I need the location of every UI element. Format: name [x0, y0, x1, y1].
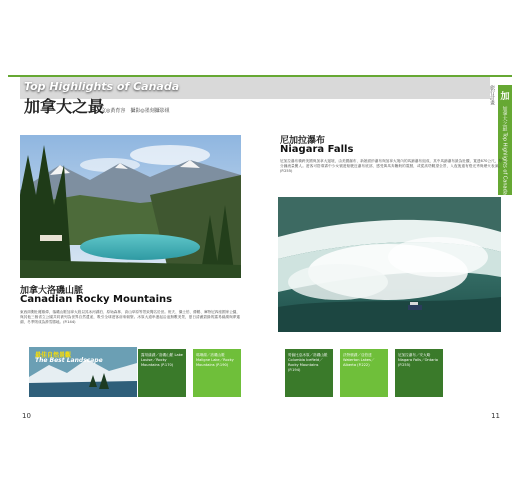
page-number-right: 11: [491, 412, 500, 420]
niagara-caption-zh: 尼加拉瀑布: [280, 136, 326, 146]
landscape-card[interactable]: 沃特頓湖／亞伯達 Waterton Lakes／Alberta (P.222): [340, 349, 388, 397]
landscape-card[interactable]: 尼加拉瀑布／安大略 Niagara Falls／Ontario (P.255): [395, 349, 443, 397]
landscape-card[interactable]: 露易絲湖／洛磯山脈 Lake Louise／Rocky Mountains (P.170): [138, 349, 186, 397]
magazine-spread: [8, 75, 512, 425]
best-title-en: The Best Landscape: [35, 357, 103, 364]
best-title-zh: 最佳自然景觀: [35, 352, 72, 359]
rocky-caption-zh: 加拿大洛磯山脈: [20, 286, 84, 296]
page-title-en: Top Highlights of Canada: [24, 80, 180, 93]
landscape-card[interactable]: 哥倫比亞冰原／洛磯山脈 Columbia Icefield／Rocky Mountains (P.194): [285, 349, 333, 397]
page-title-zh: 加拿大之最: [24, 97, 105, 116]
landscape-card[interactable]: 瑪琳湖／洛磯山脈 Maligne Lake／Rocky Mountains (P.190): [193, 349, 241, 397]
best-landscape-banner[interactable]: [29, 347, 137, 397]
rocky-body-text: 東西兩側壯麗雄偉，落磯山脈加拿大段以其冰河湖泊、原始森林、高山草原等景致聞名於世。班夫、傑士伯、優鶴、庫特尼四座國家公園，與其他三個省立公園共同被列為世界自然遺產，吸引全球遊客前來朝聖。冰原大道串連起沿途無數美景，夏日清澈碧綠的露易絲湖與夢蓮湖，冬季則成為滑雪勝地。(P.144): [20, 310, 240, 325]
niagara-caption-en: Niagara Falls: [280, 144, 354, 155]
rocky-mountains-photo: [20, 135, 241, 278]
chapter-text: 加拿大之最 Top Highlights of Canada: [501, 106, 508, 195]
page-number-left: 10: [22, 412, 31, 420]
rocky-caption-en: Canadian Rocky Mountains: [20, 294, 173, 305]
byline: 文◎黃育容 攝影◎墨刻攝影組: [101, 108, 170, 114]
niagara-falls-photo: [278, 197, 501, 332]
section-label: 旅行計畫: [489, 85, 495, 105]
chapter-char: 加: [500, 92, 510, 102]
niagara-body-text: 尼加拉瀑布橫跨美國與加拿大邊境，由美國瀑布、新娘面紗瀑布與加拿大境內的馬蹄瀑布組成，其中馬蹄瀑布最為壯觀，寬達670公尺，每分鐘流量驚人。遊客可搭乘霧中少女號遊船駛近瀑布底部，感受萬馬奔騰般的震撼，或從高塔眺望全景，入夜後還有燈光秀與煙火表演。(P.255): [280, 159, 502, 174]
chapter-side-tab[interactable]: [498, 85, 512, 195]
